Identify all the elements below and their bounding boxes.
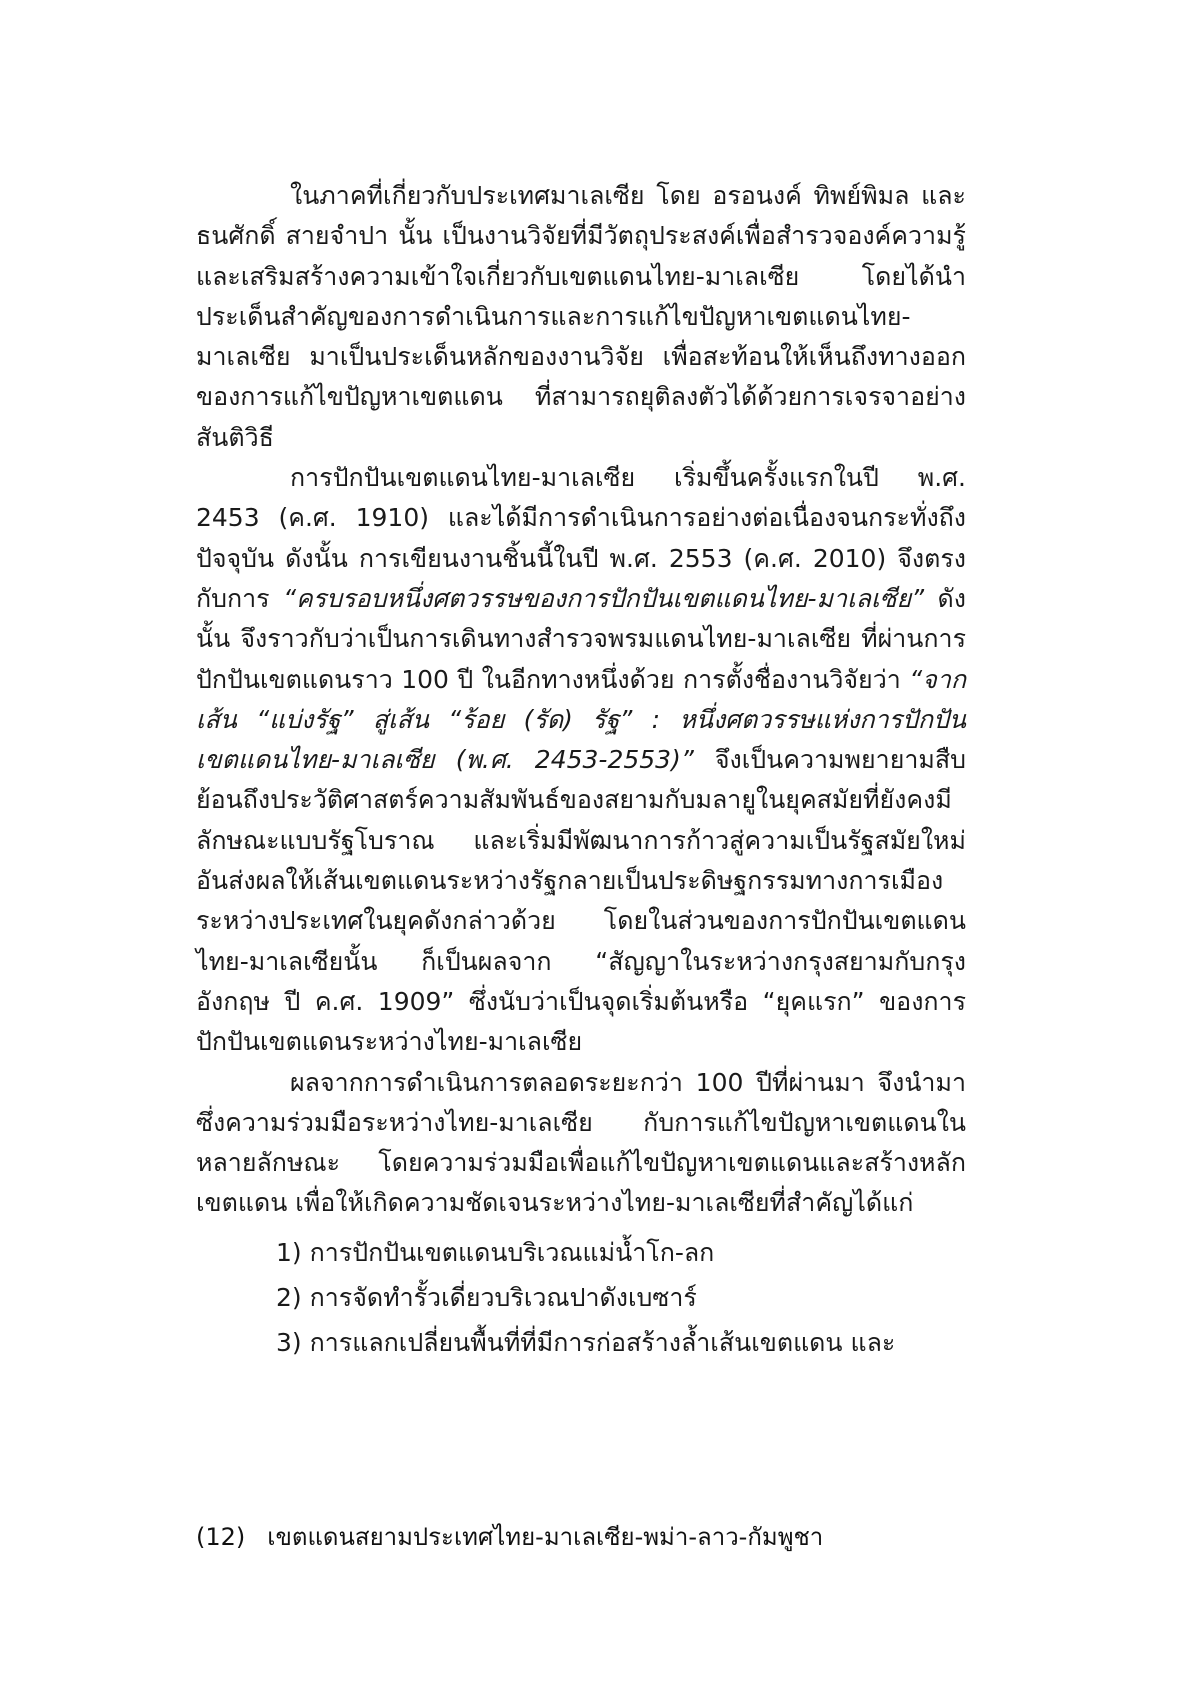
paragraph-2-emphasis-centennial: “ครบรอบหนึ่งศตวรรษของการปักปันเขตแดนไทย-มาเลเซีย”: [283, 583, 925, 613]
list-item: 1) การปักปันเขตแดนบริเวณแม่น้ำโก-ลก: [276, 1237, 715, 1267]
cooperation-list: [196, 1230, 966, 1365]
list-item: 2) การจัดทำรั้วเดี่ยวบริเวณปาดังเบซาร์: [276, 1282, 697, 1312]
paragraph-3: ผลจากการดำเนินการตลอดระยะกว่า 100 ปีที่ผ่านมา จึงนำมาซึ่งความร่วมมือระหว่างไทย-มาเลเซีย กับการแก้ไขปัญหาเขตแดนในหลายลักษณะ โดยความร่วมมือเพื่อแก้ไขปัญหาเขตแดนและสร้างหลักเขตแดน เพื่อให้เกิดความชัดเจนระหว่างไทย-มาเลเซียที่สำคัญได้แก่: [196, 1067, 966, 1218]
body-text: [196, 176, 966, 1365]
running-title: เขตแดนสยามประเทศไทย-มาเลเซีย-พม่า-ลาว-กัมพูชา: [267, 1523, 824, 1551]
paragraph-2-text-e: จึงเป็นความพยายามสืบย้อนถึงประวัติศาสตร์ความสัมพันธ์ของสยามกับมลายูในยุคสมัยที่ยังคงมีลักษณะแบบรัฐโบราณ และเริ่มมีพัฒนาการก้าวสู่ความเป็นรัฐสมัยใหม่ อันส่งผลให้เส้นเขตแดนระหว่างรัฐกลายเป็นประดิษฐกรรมทางการเมืองระหว่างประเทศในยุคดังกล่าวด้วย โดยในส่วนของการปักปันเขตแดนไทย-มาเลเซียนั้น ก็เป็นผลจาก “สัญญาในระหว่างกรุงสยามกับกรุงอังกฤษ ปี ค.ศ. 1909” ซึ่งนับว่าเป็นจุดเริ่มต้นหรือ “ยุคแรก” ของการปักปันเขตแดนระหว่างไทย-มาเลเซีย: [196, 745, 966, 1057]
list-item: 3) การแลกเปลี่ยนพื้นที่ที่มีการก่อสร้างล้ำเส้นเขตแดน และ: [276, 1327, 896, 1357]
paragraph-2-emphasis-research-title: “จากเส้น “แบ่งรัฐ” สู่เส้น “ร้อย (รัด) รัฐ” : หนึ่งศตวรรษแห่งการปักปันเขตแดนไทย-มาเลเซีย (พ.ศ. 2453-2553)”: [196, 664, 966, 775]
paragraph-2-text-c: ดังนั้น จึงราวกับว่าเป็นการเดินทางสำรวจพรมแดนไทย-มาเลเซีย ที่ผ่านการปักปันเขตแดนราว 100 ปี ในอีกทางหนึ่งด้วย การตั้งชื่องานวิจัยว่า: [196, 583, 966, 694]
page-number: (12): [196, 1523, 246, 1551]
paragraph-2: [196, 458, 966, 1062]
paragraph-2-text-a: การปักปันเขตแดนไทย-มาเลเซีย เริ่มขึ้นครั้งแรกในปี พ.ศ. 2453 (ค.ศ. 1910) และได้มีการดำเนินการอย่างต่อเนื่องจนกระทั่งถึงปัจจุบัน ดังนั้น การเขียนงานชิ้นนี้ในปี พ.ศ. 2553 (ค.ศ. 2010) จึงตรงกับการ: [196, 463, 966, 613]
page-footer: [196, 1522, 823, 1552]
paragraph-1: ในภาคที่เกี่ยวกับประเทศมาเลเซีย โดย อรอนงค์ ทิพย์พิมล และ ธนศักดิ์ สายจำปา นั้น เป็นงานวิจัยที่มีวัตถุประสงค์เพื่อสำรวจองค์ความรู้ และเสริมสร้างความเข้าใจเกี่ยวกับเขตแดนไทย-มาเลเซีย โดยได้นำประเด็นสำคัญของการดำเนินการและการแก้ไขปัญหาเขตแดนไทย-มาเลเซีย มาเป็นประเด็นหลักของงานวิจัย เพื่อสะท้อนให้เห็นถึงทางออกของการแก้ไขปัญหาเขตแดน ที่สามารถยุติลงตัวได้ด้วยการเจรจาอย่างสันติวิธี: [196, 181, 966, 452]
